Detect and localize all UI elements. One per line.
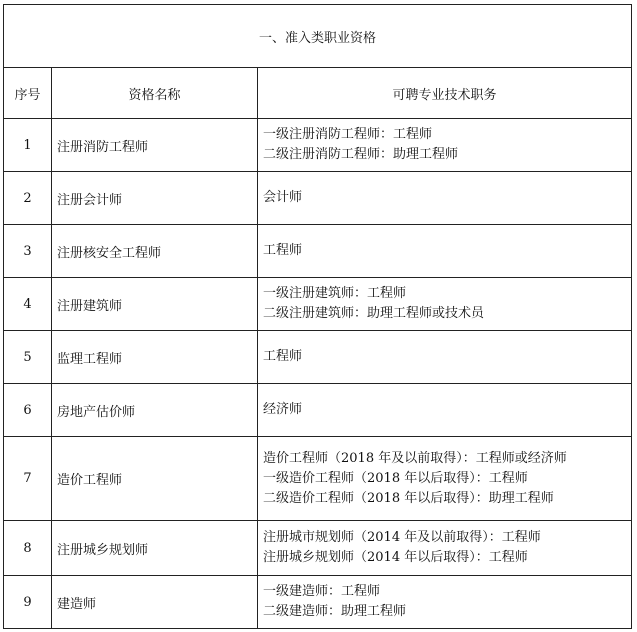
table-row — [4, 172, 632, 225]
header-seq: 序号 — [4, 68, 52, 119]
post-line: 经济师 — [263, 402, 303, 417]
table-row — [4, 225, 632, 278]
row-posts — [258, 172, 632, 225]
row-posts — [258, 331, 632, 384]
header-post: 可聘专业技术职务 — [258, 68, 632, 119]
table-row — [4, 576, 632, 629]
row-name: 监理工程师 — [52, 331, 258, 384]
post-line: 会计师 — [263, 190, 303, 205]
row-name: 注册消防工程师 — [52, 119, 258, 172]
post-line: 注册城乡规划师（2014 年以后取得）：工程师 — [263, 550, 528, 565]
row-posts — [258, 225, 632, 278]
post-line: 造价工程师（2018 年及以前取得）：工程师或经济师 — [263, 450, 567, 466]
post-line: 二级注册建筑师：助理工程师或技术员 — [263, 306, 485, 321]
row-posts — [258, 521, 632, 576]
table-row — [4, 437, 632, 521]
row-name: 注册城乡规划师 — [52, 521, 258, 576]
row-name: 造价工程师 — [52, 437, 258, 521]
row-posts — [258, 119, 632, 172]
table-title-row — [4, 5, 632, 68]
table-row — [4, 331, 632, 384]
post-line: 一级造价工程师（2018 年以后取得）：工程师 — [263, 470, 528, 486]
table-title: 一、准入类职业资格 — [4, 5, 632, 68]
row-seq: 8 — [4, 521, 52, 576]
row-name: 注册会计师 — [52, 172, 258, 225]
qualification-table — [3, 4, 632, 629]
post-line: 一级建造师：工程师 — [263, 584, 381, 599]
row-seq: 6 — [4, 384, 52, 437]
row-seq: 7 — [4, 437, 52, 521]
post-line: 注册城市规划师（2014 年及以前取得）：工程师 — [263, 530, 541, 545]
row-seq: 4 — [4, 278, 52, 331]
row-posts — [258, 576, 632, 629]
row-name: 建造师 — [52, 576, 258, 629]
post-line: 工程师 — [263, 243, 303, 258]
post-line: 二级注册消防工程师：助理工程师 — [263, 147, 459, 162]
post-line: 一级注册消防工程师：工程师 — [263, 127, 433, 142]
table-header-row — [4, 68, 632, 119]
row-seq: 5 — [4, 331, 52, 384]
row-seq: 1 — [4, 119, 52, 172]
table-row — [4, 384, 632, 437]
header-name: 资格名称 — [52, 68, 258, 119]
row-posts — [258, 278, 632, 331]
row-seq: 3 — [4, 225, 52, 278]
post-line: 一级注册建筑师：工程师 — [263, 286, 407, 301]
row-name: 注册建筑师 — [52, 278, 258, 331]
table-row — [4, 521, 632, 576]
table-row — [4, 278, 632, 331]
post-line: 二级造价工程师（2018 年以后取得）：助理工程师 — [263, 490, 554, 506]
row-seq: 9 — [4, 576, 52, 629]
post-line: 二级建造师：助理工程师 — [263, 604, 407, 619]
row-name: 注册核安全工程师 — [52, 225, 258, 278]
row-posts — [258, 437, 632, 521]
row-posts — [258, 384, 632, 437]
row-seq: 2 — [4, 172, 52, 225]
row-name: 房地产估价师 — [52, 384, 258, 437]
post-line: 工程师 — [263, 349, 303, 364]
table-row — [4, 119, 632, 172]
